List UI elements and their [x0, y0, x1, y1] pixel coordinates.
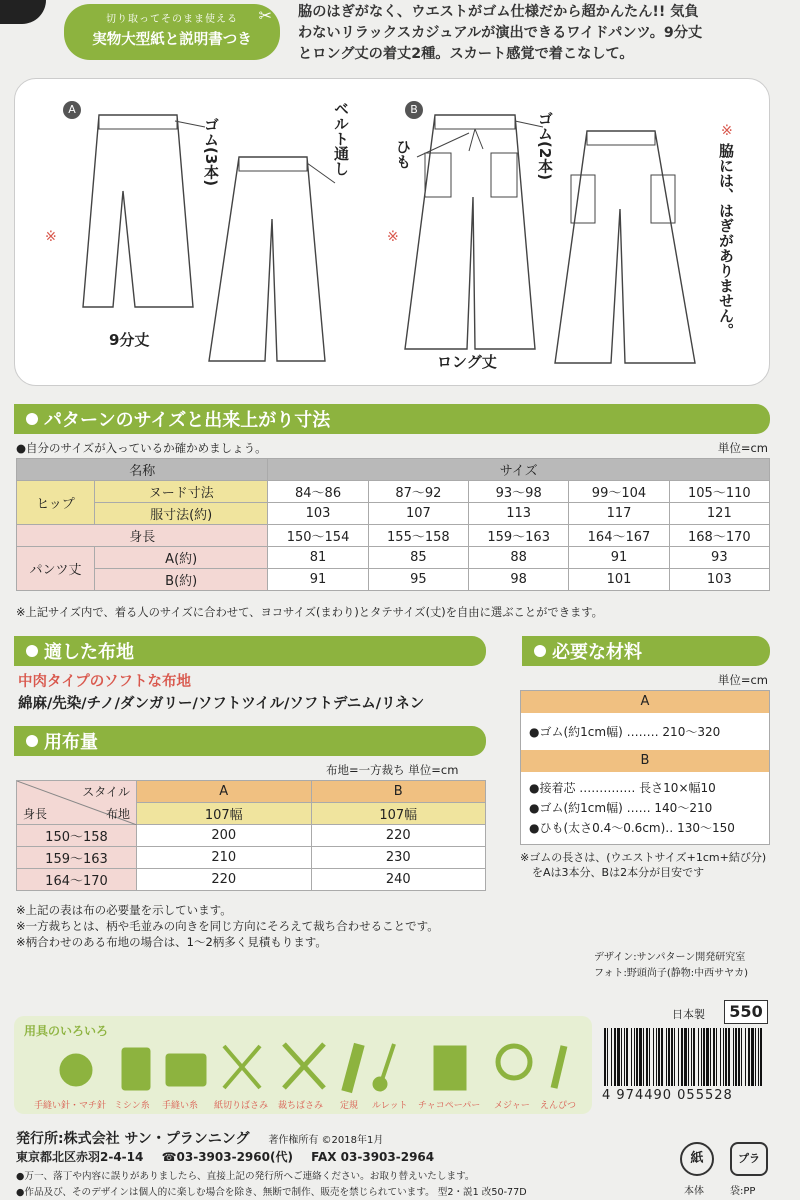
barcode-bar	[723, 1028, 724, 1086]
yardage-unit: 布地=一方裁ち 単位=cm	[326, 763, 459, 777]
barcode-bar	[701, 1028, 702, 1086]
pants-a-front	[83, 115, 193, 307]
barcode-bar	[735, 1028, 737, 1086]
tool-label-pencil: えんぴつ	[540, 1101, 577, 1111]
materials-title: 必要な材料	[522, 636, 770, 666]
cutting-scissors-icon	[284, 1044, 324, 1088]
barcode-bar	[741, 1028, 742, 1086]
row-fuku: 服寸法(約)	[95, 503, 268, 525]
tape-measure-icon	[498, 1046, 530, 1078]
barcode-bar	[720, 1028, 721, 1086]
bag-label: 袋:PP	[730, 1186, 756, 1197]
ruler-icon	[342, 1044, 364, 1093]
barcode-bar	[668, 1028, 670, 1086]
barcode-bar	[681, 1028, 683, 1086]
tracing-wheel-icon	[382, 1044, 394, 1080]
yardage-title: 用布量	[14, 726, 486, 756]
recycle-pla-icon: プラ	[730, 1142, 768, 1176]
tool-label-hand-thread: 手縫い糸	[162, 1101, 199, 1111]
barcode-bar	[745, 1028, 746, 1086]
badge-top-text: 切り取ってそのまま使える	[106, 14, 238, 25]
barcode-bar	[653, 1028, 654, 1086]
barcode-bar	[716, 1028, 717, 1086]
barcode-bar	[728, 1028, 730, 1086]
hand-thread-icon	[166, 1054, 206, 1086]
yardage-notes: ※上記の表は布の必要量を示しています。 ※一方裁ちとは、柄や毛並みの向きを同じ方向にそろえて裁ち合わせることです。 ※柄合わせのある布地の場合は、1〜2柄多く見積もります。	[16, 903, 439, 949]
label-gomu2: ゴム(2本)	[536, 111, 554, 181]
header-badge	[64, 4, 280, 60]
tool-label-paper-scissors: 紙切りばさみ	[214, 1101, 269, 1111]
yardage-corner: スタイル 布地 身長	[17, 781, 137, 825]
barcode-bar	[626, 1028, 628, 1086]
tool-label-machine-thread: ミシン糸	[114, 1101, 150, 1111]
scissors-icon: ✂	[258, 6, 272, 25]
barcode-bar	[631, 1028, 632, 1086]
footer-note-2: ●作品及び、そのデザインは個人的に楽しむ場合を除き、無断で制作、販売を禁じられています。 型2・説1 改50-77D	[16, 1187, 527, 1198]
body-label: 本体	[684, 1186, 704, 1197]
mark-b: B	[405, 101, 423, 119]
barcode-bar	[760, 1028, 762, 1086]
materials-unit: 単位=cm	[717, 673, 768, 687]
barcode-bar	[751, 1028, 754, 1086]
barcode	[602, 1028, 768, 1088]
barcode-bar	[656, 1028, 657, 1086]
pincushion-icon	[60, 1054, 92, 1086]
barcode-bar	[678, 1028, 679, 1086]
label-kyu: 9分丈	[109, 331, 150, 349]
col-name: 名称	[17, 459, 268, 481]
row-pants: パンツ丈	[17, 547, 95, 591]
size-footnote: ※上記サイズ内で、着る人のサイズに合わせて、ヨコサイズ(まわり)とタテサイズ(丈)を自由に選ぶことができます。	[16, 606, 603, 619]
size-section-title: パターンのサイズと出来上がり寸法	[14, 404, 770, 434]
row-height: 身長	[17, 525, 268, 547]
pants-a-back	[209, 157, 325, 361]
tool-label-ruler: 定規	[340, 1101, 359, 1111]
asterisk-a: ※	[45, 229, 57, 245]
pants-b-back	[555, 131, 695, 363]
tool-label-tracing-wheel: ルレット	[372, 1101, 408, 1111]
barcode-bar	[671, 1028, 673, 1086]
tool-label-needle: 手縫い針・マチ針	[34, 1101, 107, 1111]
corner-mark	[0, 0, 46, 24]
barcode-bar	[713, 1028, 715, 1086]
row-nude: ヌード寸法	[95, 481, 268, 503]
barcode-bar	[617, 1028, 620, 1086]
barcode-bar	[674, 1028, 675, 1086]
barcode-bar	[634, 1028, 635, 1086]
barcode-bar	[691, 1028, 692, 1086]
col-size: サイズ	[268, 459, 770, 481]
barcode-bar	[621, 1028, 622, 1086]
barcode-bar	[646, 1028, 648, 1086]
publisher: 発行所:株式会社 サン・プランニング 著作権所有 ©2018年1月	[16, 1131, 384, 1147]
barcode-bar	[748, 1028, 750, 1086]
barcode-bar	[684, 1028, 687, 1086]
barcode-bar	[636, 1028, 638, 1086]
size-unit: 単位=cm	[717, 441, 768, 455]
barcode-bar	[604, 1028, 606, 1086]
size-note: ●自分のサイズが入っているか確かめましょう。	[16, 441, 267, 455]
label-long: ロング丈	[437, 353, 497, 371]
label-himo: ひも	[394, 139, 412, 169]
barcode-bar	[758, 1028, 759, 1086]
paper-scissors-icon	[224, 1046, 260, 1088]
barcode-bar	[649, 1028, 650, 1086]
materials-head-a: A	[521, 691, 769, 713]
barcode-bar	[703, 1028, 705, 1086]
row-b: B(約)	[95, 569, 268, 591]
barcode-bar	[706, 1028, 709, 1086]
fabric-type: 中肉タイプのソフトな布地	[18, 674, 191, 690]
fabric-title: 適した布地	[14, 636, 486, 666]
recycle-paper-icon: 紙	[680, 1142, 714, 1176]
tool-label-chalk-paper: チャコペーパー	[418, 1101, 481, 1111]
barcode-bar	[658, 1028, 660, 1086]
barcode-bar	[725, 1028, 727, 1086]
barcode-bar	[661, 1028, 663, 1086]
tool-label-tape-measure: メジャー	[494, 1101, 530, 1111]
asterisk-note: ※	[721, 123, 733, 139]
fabric-list: 綿麻/先染/チノ/ダンガリー/ソフトツイル/ソフトデニム/リネン	[18, 696, 425, 712]
yardage-table: スタイル 布地 身長 A B 107幅 107幅 150〜158 200 220 159〜163 210 230 164〜170 220 240	[16, 780, 486, 891]
tools-title: 用具のいろいろ	[24, 1024, 109, 1038]
made-in: 日本製	[672, 1008, 705, 1021]
barcode-bar	[639, 1028, 642, 1086]
price-box: 550	[724, 1000, 768, 1024]
barcode-bar	[624, 1028, 625, 1086]
tool-label-cutting-scissors: 裁ちばさみ	[278, 1101, 324, 1111]
tool-icons	[14, 1036, 592, 1096]
barcode-number: 4 974490 055528	[602, 1088, 733, 1103]
materials-b-list: ●接着芯 ‥‥‥‥‥‥‥ 長さ10×幅10 ●ゴム(約1cm幅) ‥‥‥ 140〜210 ●ひも(太さ0.4〜0.6cm)‥ 130〜150	[529, 781, 735, 835]
row-hip: ヒップ	[17, 481, 95, 525]
side-note: 脇には、はぎがありません。	[717, 143, 735, 338]
barcode-bar	[755, 1028, 756, 1086]
barcode-bar	[611, 1028, 612, 1086]
intro-text: 脇のはぎがなく、ウエストがゴム仕様だから超かんたん!! 気負 わないリラックスカジュアルが演出できるワイドパンツ。9分丈 とロング丈の着丈2種。スカート感覚で着こなして。	[298, 4, 703, 62]
illustration-panel	[14, 78, 770, 386]
materials-head-b: B	[521, 750, 769, 772]
label-gomu3: ゴム(3本)	[202, 117, 220, 187]
pencil-icon	[554, 1046, 564, 1088]
materials-note: ※ゴムの長さは、(ウエストサイズ+1cm+結び分) をAは3本分、Bは2本分が目安です	[520, 851, 767, 879]
barcode-bar	[614, 1028, 616, 1086]
badge-main-text: 実物大型紙と説明書つき	[92, 32, 252, 48]
materials-a-item: ●ゴム(約1cm幅) ‥‥‥‥ 210〜320	[529, 725, 721, 739]
barcode-bar	[693, 1028, 695, 1086]
asterisk-b: ※	[387, 229, 399, 245]
barcode-bar	[607, 1028, 608, 1086]
mark-a: A	[63, 101, 81, 119]
chalk-paper-icon	[434, 1046, 466, 1090]
barcode-bar	[698, 1028, 699, 1086]
row-a: A(約)	[95, 547, 268, 569]
barcode-bar	[733, 1028, 734, 1086]
pants-b-front	[405, 115, 535, 349]
barcode-bar	[643, 1028, 644, 1086]
footer-note-1: ●万一、落丁や内容に誤りがありましたら、直接上記の発行所へご連絡ください。お取り替えいたします。	[16, 1171, 475, 1182]
barcode-bar	[738, 1028, 740, 1086]
size-table: 名称 サイズ ヒップ ヌード寸法 84〜86 87〜92 93〜98 99〜104 105〜110 服寸法(約) 103 107 113 117 121 身長 150〜154 155〜158 159〜163 164〜167 168〜170 パンツ丈 A(約) 81 85 88 91 93 B(約) 91 95 98 101 103	[16, 458, 770, 591]
sewing-thread-icon	[122, 1048, 150, 1090]
barcode-bar	[688, 1028, 689, 1086]
label-belt: ベルト通し	[332, 101, 350, 176]
barcode-bar	[666, 1028, 667, 1086]
barcode-bar	[710, 1028, 711, 1086]
credits: デザイン:サンパターン開発研究室 フォト:野頭尚子(静物:中西サヤカ)	[594, 952, 749, 979]
address-line: 東京都北区赤羽2-4-14 ☎03-3903-2960(代) FAX 03-3903-2964	[16, 1150, 435, 1164]
materials-box	[520, 690, 770, 845]
